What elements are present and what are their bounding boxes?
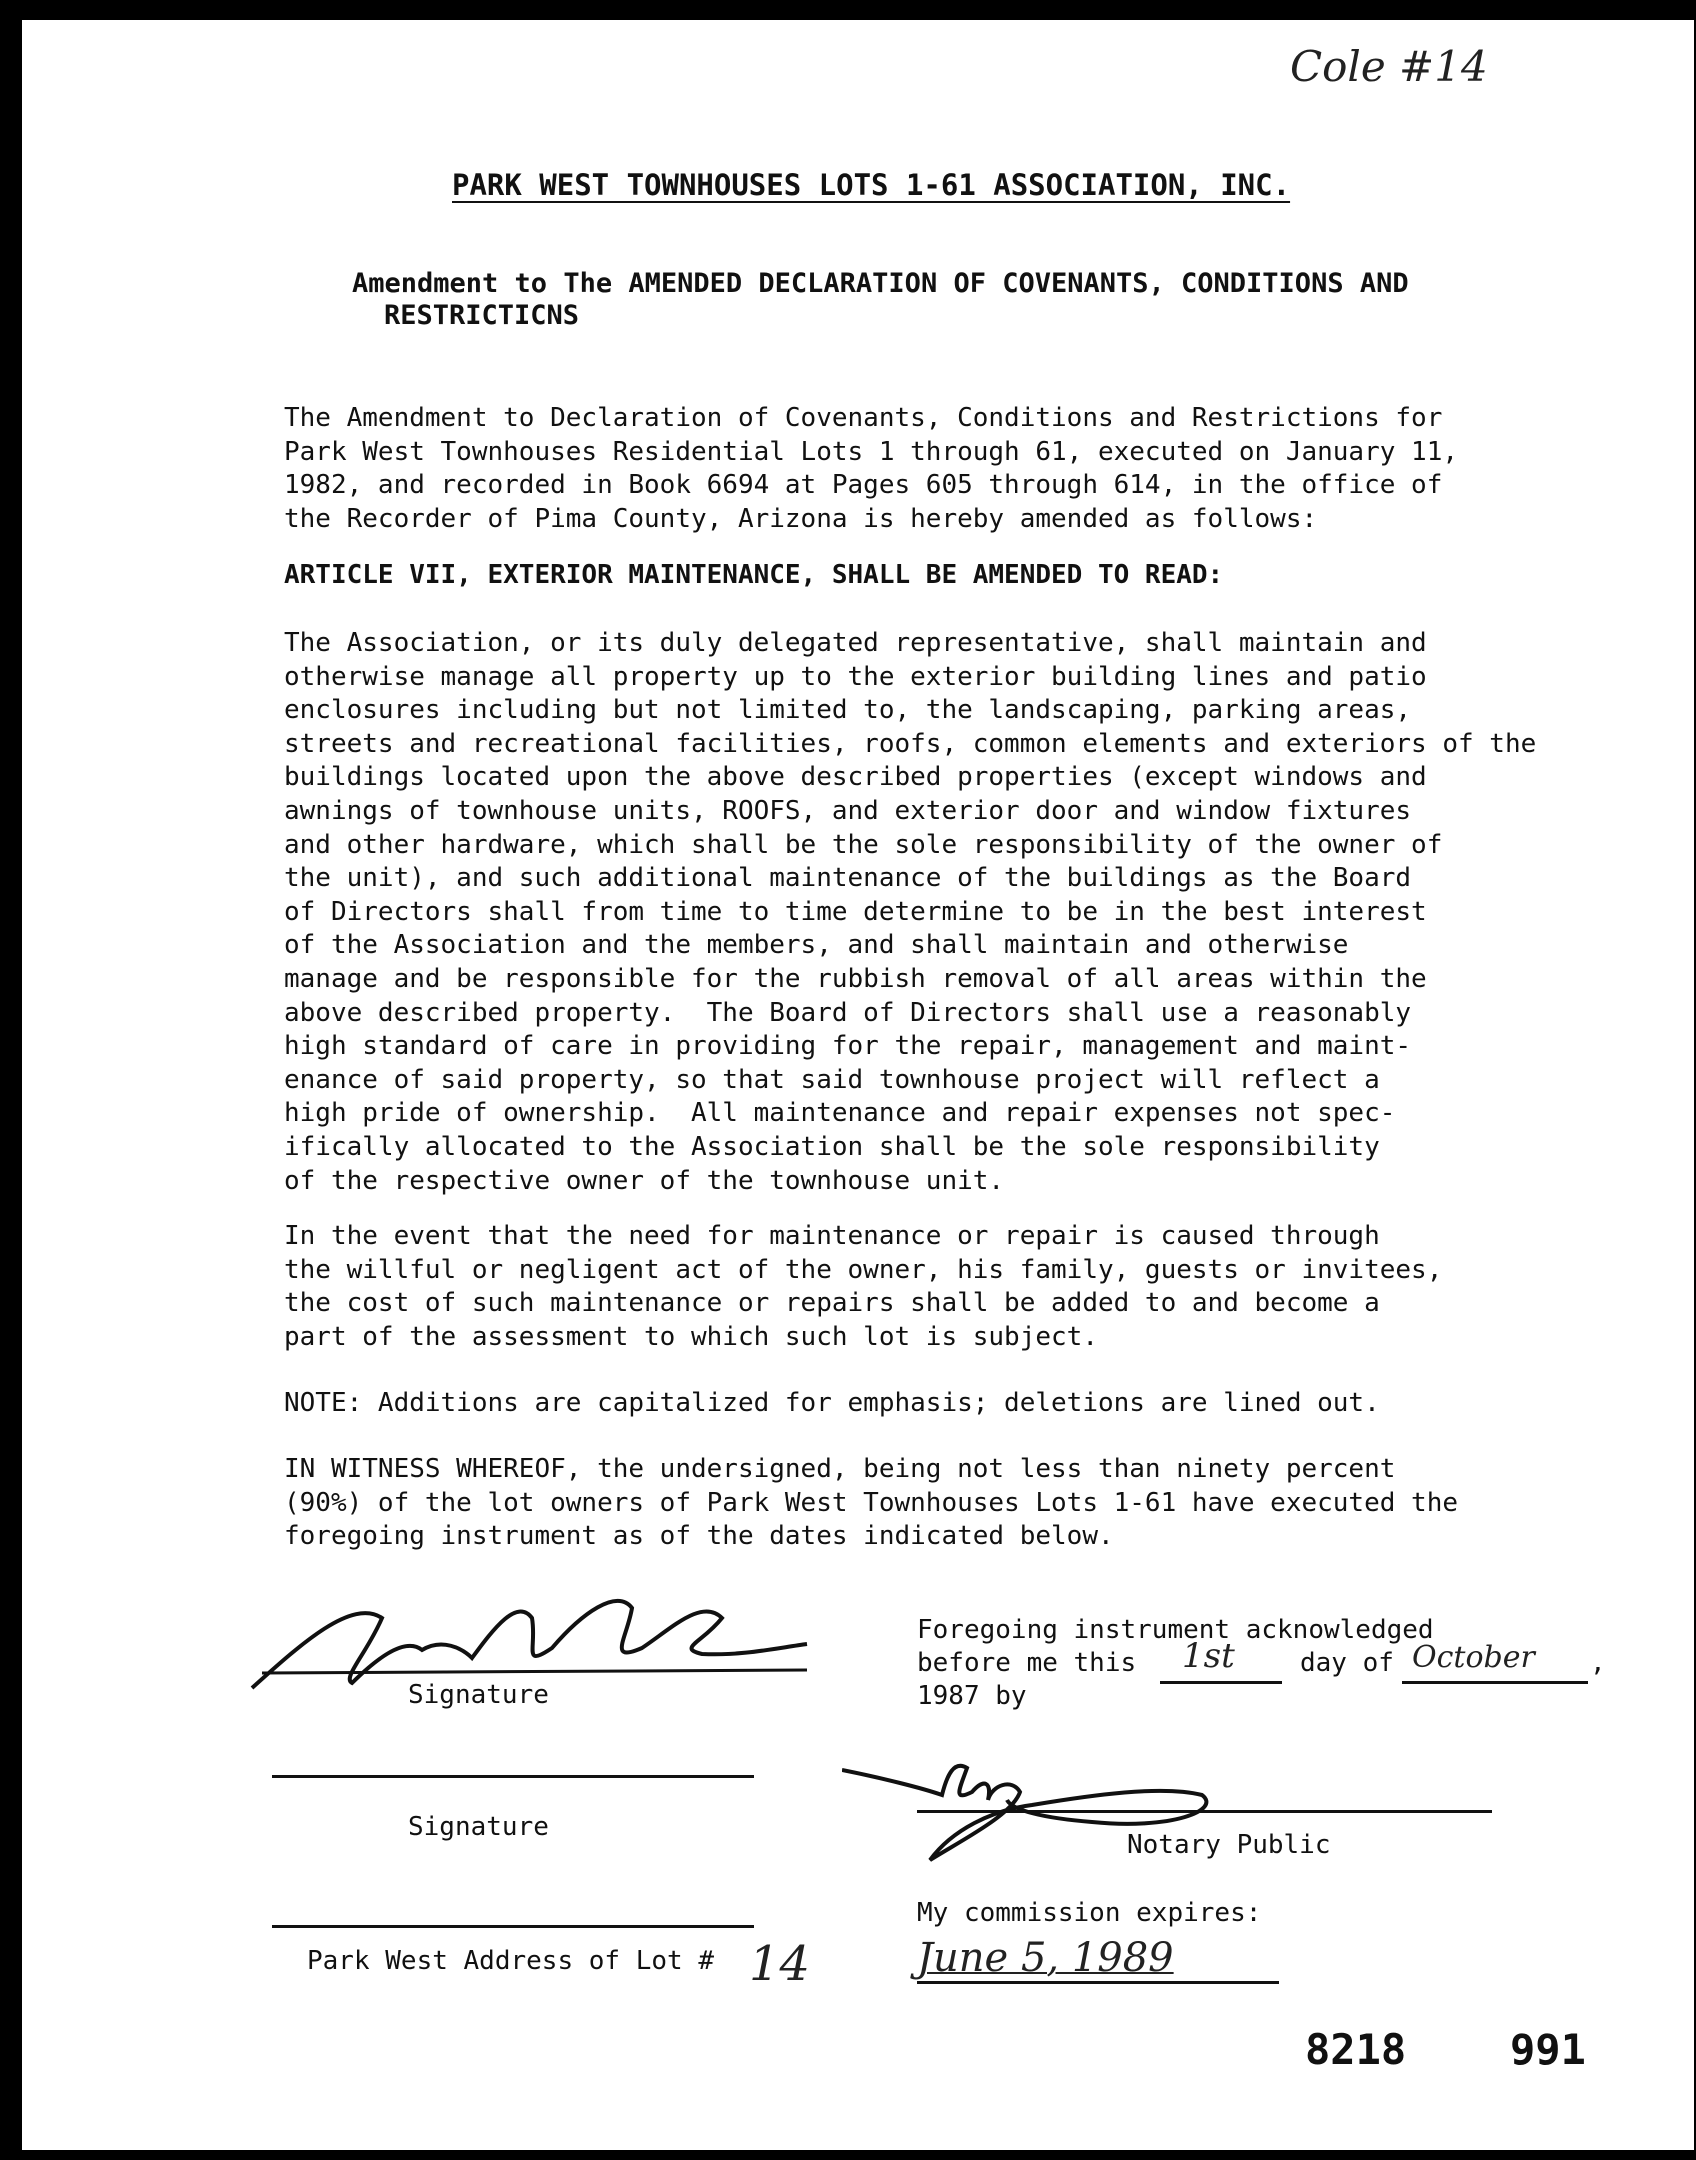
handwritten-day: 1st: [1182, 1636, 1235, 1676]
lot-address-label: Park West Address of Lot #: [307, 1946, 714, 1976]
handwritten-lot-number: 14: [749, 1936, 811, 1992]
commission-date-line: [917, 1981, 1279, 1984]
subtitle-line-2: RESTRICTICNS: [384, 300, 580, 331]
address-line: [272, 1925, 754, 1928]
acknowledgement-comma: ,: [1590, 1648, 1606, 1678]
notary-signature-line: [917, 1810, 1492, 1813]
day-blank-line: [1160, 1681, 1282, 1684]
recording-book-number: 8218: [1305, 2025, 1407, 2074]
article-body-paragraph: The Association, or its duly delegated representative, shall maintain and otherwise manage all property up to the exterior building lines and patio enclosures including but not limited to, the landscaping, parking areas, streets and recreational facilities, roofs, common elements and exteriors of the buildings located upon the above described properties (except windows and awnings of townhouse units, ROOFS, and exterior door and window fixtures and other hardware, which shall be the sole responsibility of the owner of the unit), and such additional maintenance of the buildings as the Board of Directors shall from time to time determine to be in the best interest of the Association and the members, and shall maintain and otherwise manage and be responsible for the rubbish removal of all areas within the above described property. The Board of Directors shall use a reasonably high standard of care in providing for the repair, management and maint- enance of said property, so that said townhouse project will reflect a high pride of ownership. All maintenance and repair expenses not spec- ifically allocated to the Association shall be the sole responsibility of the respective owner of the townhouse unit.: [284, 628, 1537, 1196]
recording-page-number: 991: [1510, 2025, 1586, 2074]
acknowledgement-line-3: 1987 by: [917, 1681, 1027, 1711]
signature-label-1: Signature: [408, 1680, 549, 1710]
document-page: [22, 20, 1694, 2150]
handwritten-month: October: [1412, 1640, 1535, 1675]
handwritten-file-note: Cole #14: [1290, 42, 1488, 91]
article-heading: ARTICLE VII, EXTERIOR MAINTENANCE, SHALL BE AMENDED TO READ:: [284, 560, 1224, 590]
document-title: PARK WEST TOWNHOUSES LOTS 1-61 ASSOCIATION, INC.: [452, 168, 1291, 202]
subtitle-line-1: Amendment to The AMENDED DECLARATION OF COVENANTS, CONDITIONS AND: [352, 268, 1409, 299]
signature-label-2: Signature: [408, 1812, 549, 1842]
intro-paragraph: The Amendment to Declaration of Covenants, Conditions and Restrictions for Park West Townhouses Residential Lots 1 through 61, executed on January 11, 1982, and recorded in Book 6694 at Pages 605 through 614, in the office of the Recorder of Pima County, Arizona is hereby amended as follows:: [284, 403, 1458, 534]
handwritten-commission-date: June 5, 1989: [917, 1935, 1174, 1981]
event-paragraph: In the event that the need for maintenance or repair is caused through the willful or negligent act of the owner, his family, guests or invitees, the cost of such maintenance or repairs shall be added to and become a part of the assessment to which such lot is subject.: [284, 1221, 1443, 1352]
acknowledgement-line-1: Foregoing instrument acknowledged: [917, 1615, 1434, 1645]
commission-expires-label: My commission expires:: [917, 1898, 1262, 1928]
acknowledgement-line-2a: before me this: [917, 1648, 1137, 1678]
month-blank-line: [1402, 1681, 1588, 1684]
note-line: NOTE: Additions are capitalized for emphasis; deletions are lined out.: [284, 1388, 1380, 1418]
witness-paragraph: IN WITNESS WHEREOF, the undersigned, being not less than ninety percent (90%) of the lot owners of Park West Townhouses Lots 1-61 have executed the foregoing instrument as of the dates indicated below.: [284, 1454, 1458, 1552]
signature-line-2: [272, 1775, 754, 1778]
notary-public-label: Notary Public: [1127, 1830, 1331, 1860]
acknowledgement-line-2b: day of: [1300, 1648, 1394, 1678]
